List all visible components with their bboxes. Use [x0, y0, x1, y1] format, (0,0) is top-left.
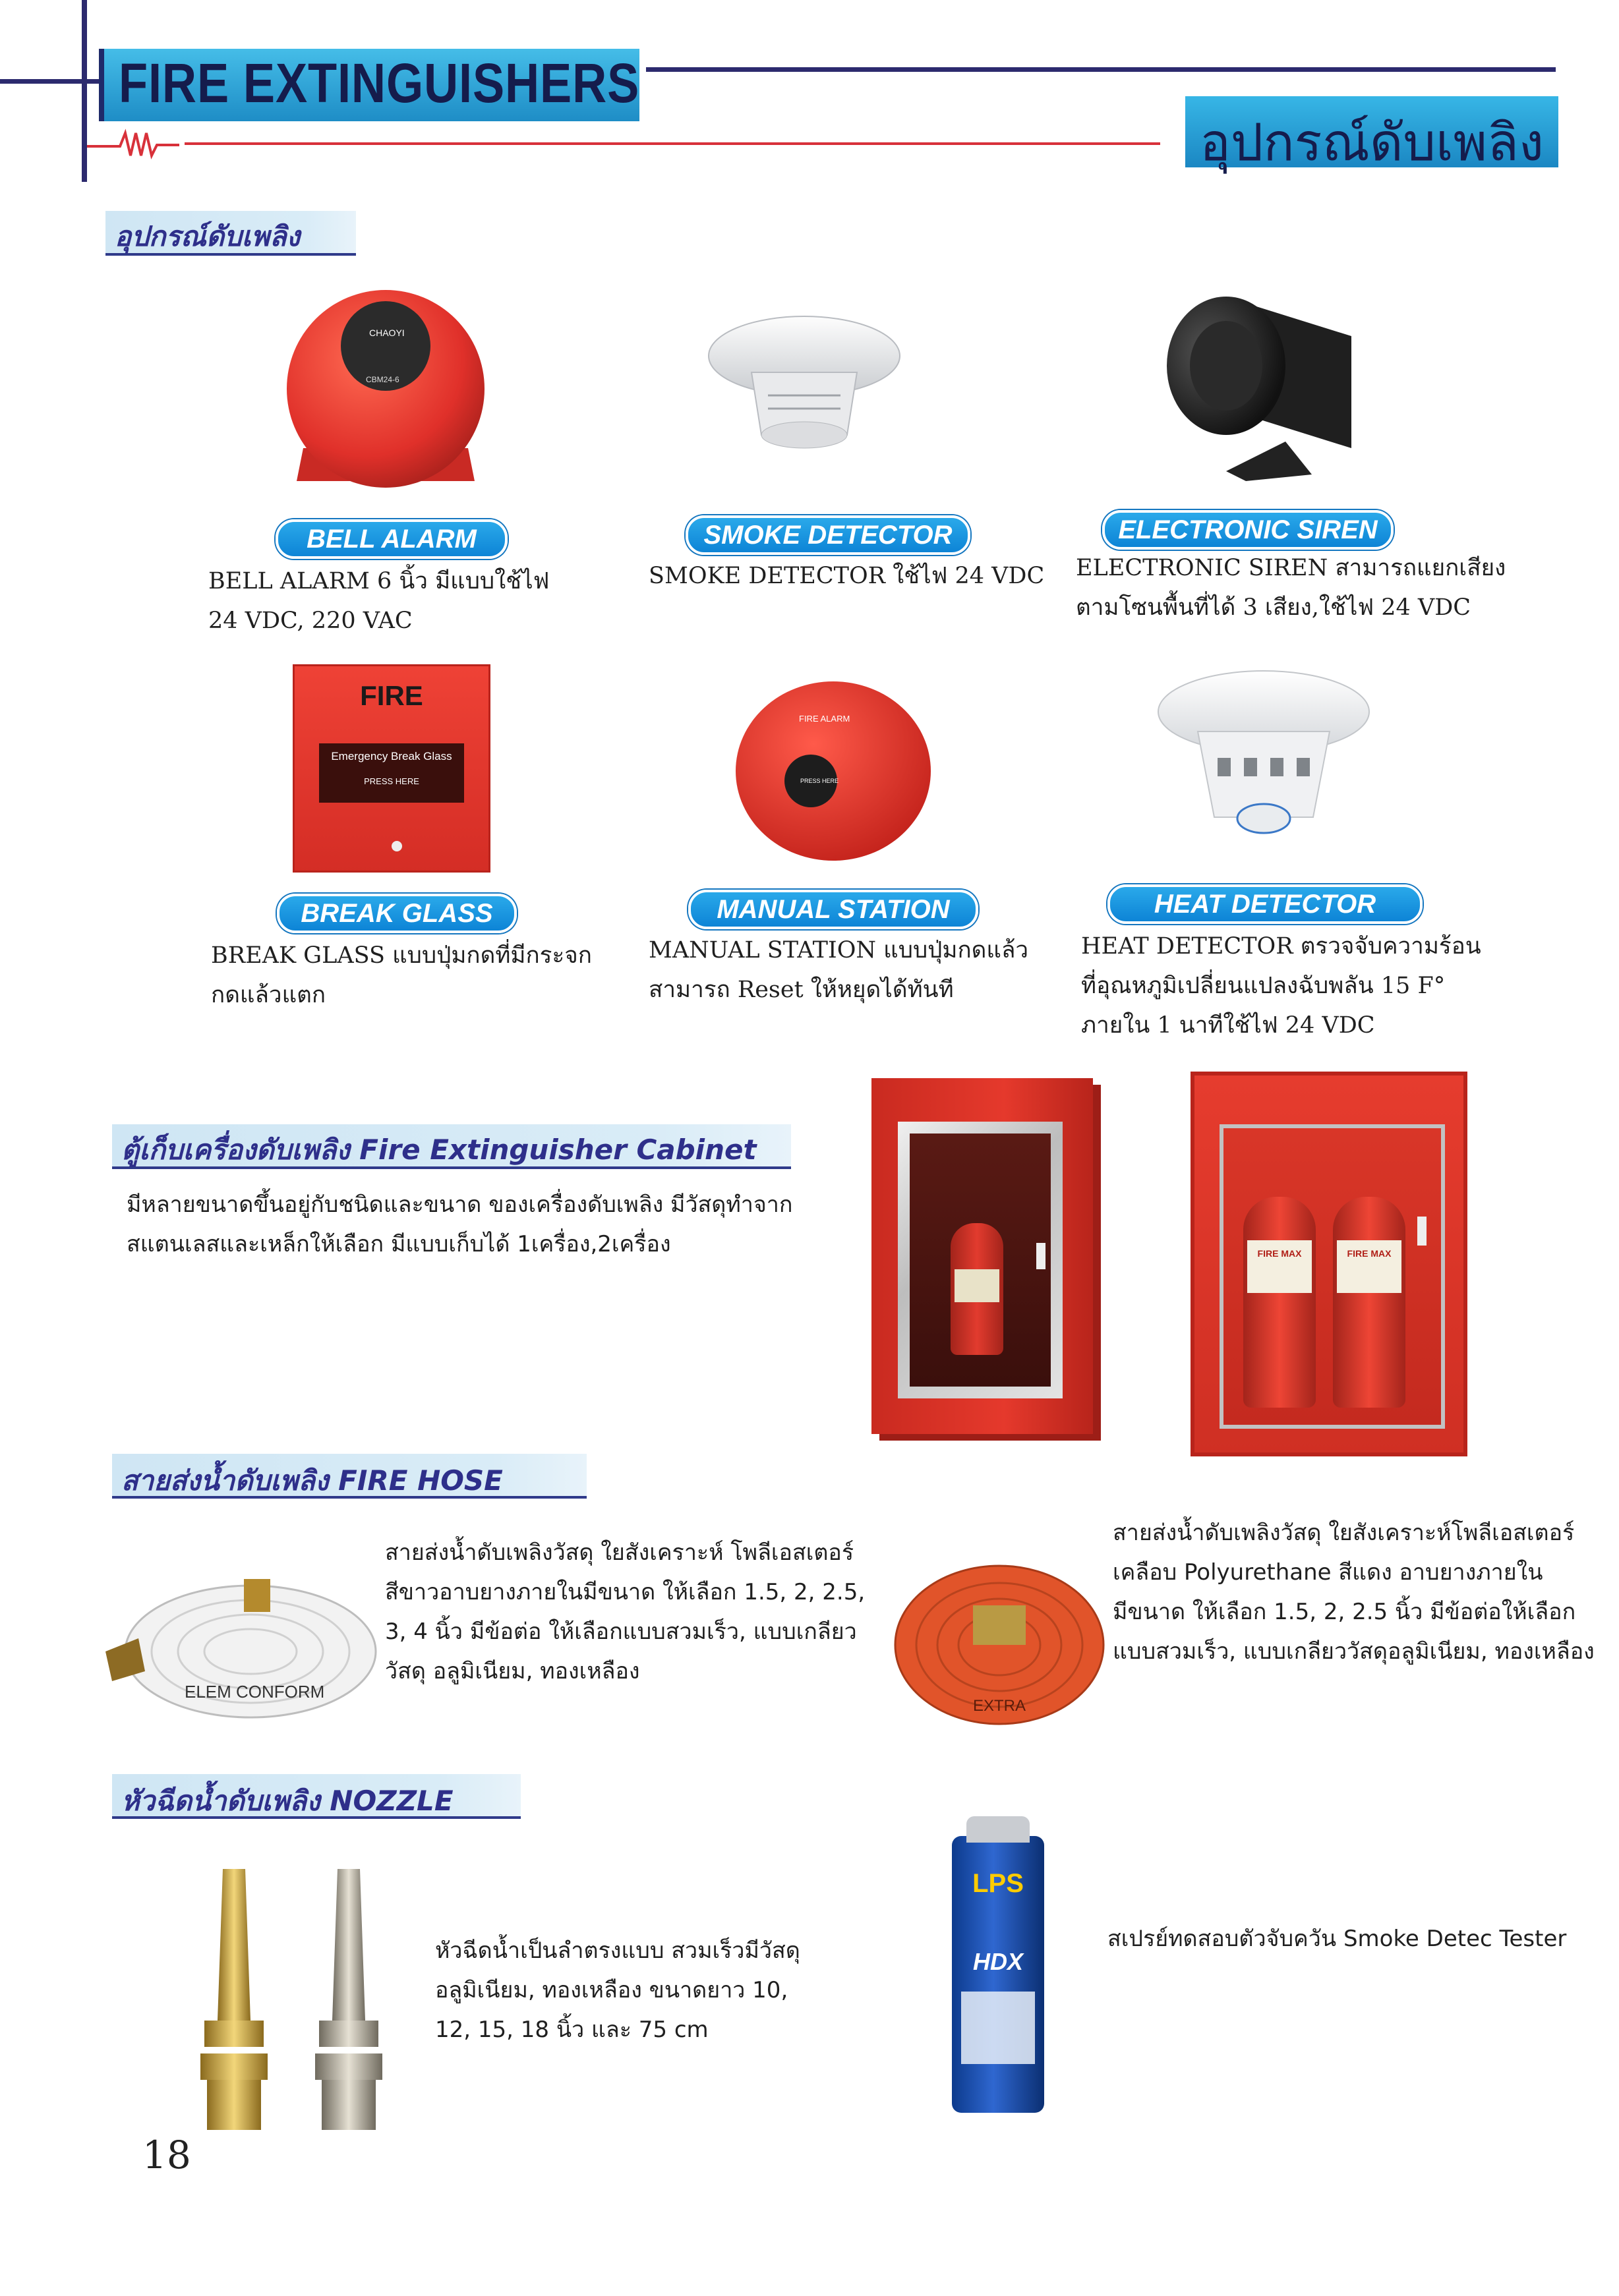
single-cabinet-image [871, 1078, 1093, 1434]
section-title-equipment: อุปกรณ์ดับเพลิง [115, 220, 301, 252]
spray-product: HDX [972, 1948, 1023, 1975]
white-hose-desc-4: วัสดุ อลูมิเนียม, ทองเหลือง [385, 1658, 640, 1684]
extinguisher-brand-2: FIRE MAX [1337, 1240, 1401, 1293]
break-glass-fire-text: FIRE [360, 680, 423, 711]
double-cabinet-extinguisher-1 [1243, 1197, 1316, 1408]
spray-brand: LPS [972, 1869, 1024, 1898]
manual-station-desc-1: MANUAL STATION แบบปุ่มกดแล้ว [649, 937, 1029, 963]
nozzle-desc-1: หัวฉีดน้ำเป็นลำตรงแบบ สวมเร็วมีวัสดุ [435, 1937, 800, 1964]
white-hose-image [99, 1559, 376, 1724]
heat-detector-desc-1: HEAT DETECTOR ตรวจจับความร้อน [1081, 933, 1481, 960]
electronic-siren-desc-1: ELECTRONIC SIREN สามารถแยกเสียง [1076, 555, 1506, 581]
break-glass-desc-2: กดแล้วแตก [211, 982, 326, 1008]
header-vertical-rule [82, 0, 87, 182]
manual-station-image [734, 679, 932, 863]
break-glass-press-text: PRESS HERE [364, 776, 419, 786]
manual-station-desc-2: สามารถ Reset ให้หยุดได้ทันที [649, 977, 954, 1003]
smoke-detector-desc-1: SMOKE DETECTOR ใช้ไฟ 24 VDC [649, 563, 1045, 589]
aluminium-nozzle-image [306, 1869, 392, 2133]
section-title-nozzle: หัวฉีดน้ำดับเพลิง NOZZLE [121, 1785, 454, 1817]
red-hose-print: EXTRA [973, 1697, 1026, 1715]
bell-alarm-desc-2: 24 VDC, 220 VAC [208, 608, 413, 634]
double-cabinet-image [1191, 1072, 1467, 1456]
electronic-siren-image [1154, 283, 1358, 494]
thai-page-title: อุปกรณ์ดับเพลิง [1200, 113, 1544, 173]
break-glass-desc-1: BREAK GLASS แบบปุ่มกดที่มีกระจก [211, 942, 592, 969]
zigzag-ornament [87, 127, 179, 159]
cabinet-desc-1: มีหลายขนาดขึ้นอยู่กับชนิดและขนาด ของเครื่องดับเพลิง มีวัสดุทำจาก [127, 1191, 793, 1218]
bell-brand: CHAOYI [369, 328, 405, 338]
bell-alarm-label: BELL ALARM [276, 519, 508, 559]
break-glass-label: BREAK GLASS [277, 894, 517, 933]
section-title-cabinet: ตู้เก็บเครื่องดับเพลิง Fire Extinguisher Cabinet [121, 1134, 757, 1166]
heat-detector-desc-2: ที่อุณหภูมิเปลี่ยนแปลงฉับพลัน 15 F° [1081, 973, 1446, 999]
brass-nozzle-image [191, 1869, 277, 2133]
electronic-siren-label: ELECTRONIC SIREN [1102, 510, 1394, 550]
page-number: 18 [142, 2133, 191, 2177]
white-hose-desc-3: 3, 4 นิ้ว มีข้อต่อ ให้เลือกแบบสวมเร็ว, แบบเกลียว [385, 1619, 857, 1645]
spray-desc: สเปรย์ทดสอบตัวจับควัน Smoke Detec Tester [1107, 1926, 1567, 1952]
section-title-hose: สายส่งน้ำดับเพลิง FIRE HOSE [121, 1464, 503, 1497]
red-hose-desc-2: เคลือบ Polyurethane สีแดง อาบยางภายใน [1113, 1559, 1543, 1586]
smoke-detector-label: SMOKE DETECTOR [686, 515, 970, 555]
cabinet-desc-2: สแตนเลสและเหล็กให้เลือก มีแบบเก็บได้ 1เครื่อง,2เครื่อง [127, 1231, 671, 1257]
header-red-rule [185, 142, 1160, 145]
heat-detector-desc-3: ภายใน 1 นาทีใช้ไฟ 24 VDC [1081, 1012, 1375, 1039]
page-title: FIRE EXTINGUISHERS [119, 52, 640, 114]
header-right-rule [646, 67, 1556, 72]
white-hose-desc-2: สีขาวอาบยางภายในมีขนาด ให้เลือก 1.5, 2, 2.5, [385, 1579, 866, 1605]
manual-station-label: MANUAL STATION [688, 890, 978, 929]
break-glass-emergency-text: Emergency Break Glass [331, 750, 452, 762]
header-left-rule [0, 79, 105, 84]
bell-alarm-image [277, 283, 494, 494]
heat-detector-label: HEAT DETECTOR [1107, 884, 1423, 924]
spray-can-image [952, 1836, 1044, 2113]
bell-alarm-desc-1: BELL ALARM 6 นิ้ว มีแบบใช้ไฟ [208, 568, 550, 594]
red-hose-desc-1: สายส่งน้ำดับเพลิงวัสดุ ใยสังเคราะห์โพลีเอสเตอร์ [1113, 1520, 1575, 1546]
break-glass-image [293, 664, 490, 873]
electronic-siren-desc-2: ตามโซนพื้นที่ได้ 3 เสียง,ใช้ไฟ 24 VDC [1076, 594, 1471, 621]
red-hose-image [887, 1546, 1105, 1731]
break-glass-screw [392, 841, 402, 851]
white-hose-desc-1: สายส่งน้ำดับเพลิงวัสดุ ใยสังเคราะห์ โพลีเอสเตอร์ [385, 1539, 854, 1566]
spray-can-cap [966, 1816, 1030, 1843]
smoke-detector-image [705, 310, 903, 474]
manual-station-alarm-text: FIRE ALARM [799, 714, 850, 724]
nozzle-desc-3: 12, 15, 18 นิ้ว และ 75 cm [435, 2017, 709, 2043]
red-hose-desc-3: มีขนาด ให้เลือก 1.5, 2, 2.5 นิ้ว มีข้อต่อให้เลือก [1113, 1599, 1576, 1625]
bell-model: CBM24-6 [366, 375, 399, 384]
extinguisher-brand-1: FIRE MAX [1247, 1240, 1312, 1293]
double-cabinet-extinguisher-2 [1333, 1197, 1405, 1408]
manual-station-press-text: PRESS HERE [800, 778, 839, 784]
nozzle-desc-2: อลูมิเนียม, ทองเหลือง ขนาดยาว 10, [435, 1977, 788, 2003]
red-hose-desc-4: แบบสวมเร็ว, แบบเกลียววัสดุอลูมิเนียม, ทองเหลือง [1113, 1638, 1595, 1665]
white-hose-print: ELEM CONFORM [185, 1682, 325, 1702]
heat-detector-image [1155, 666, 1372, 857]
